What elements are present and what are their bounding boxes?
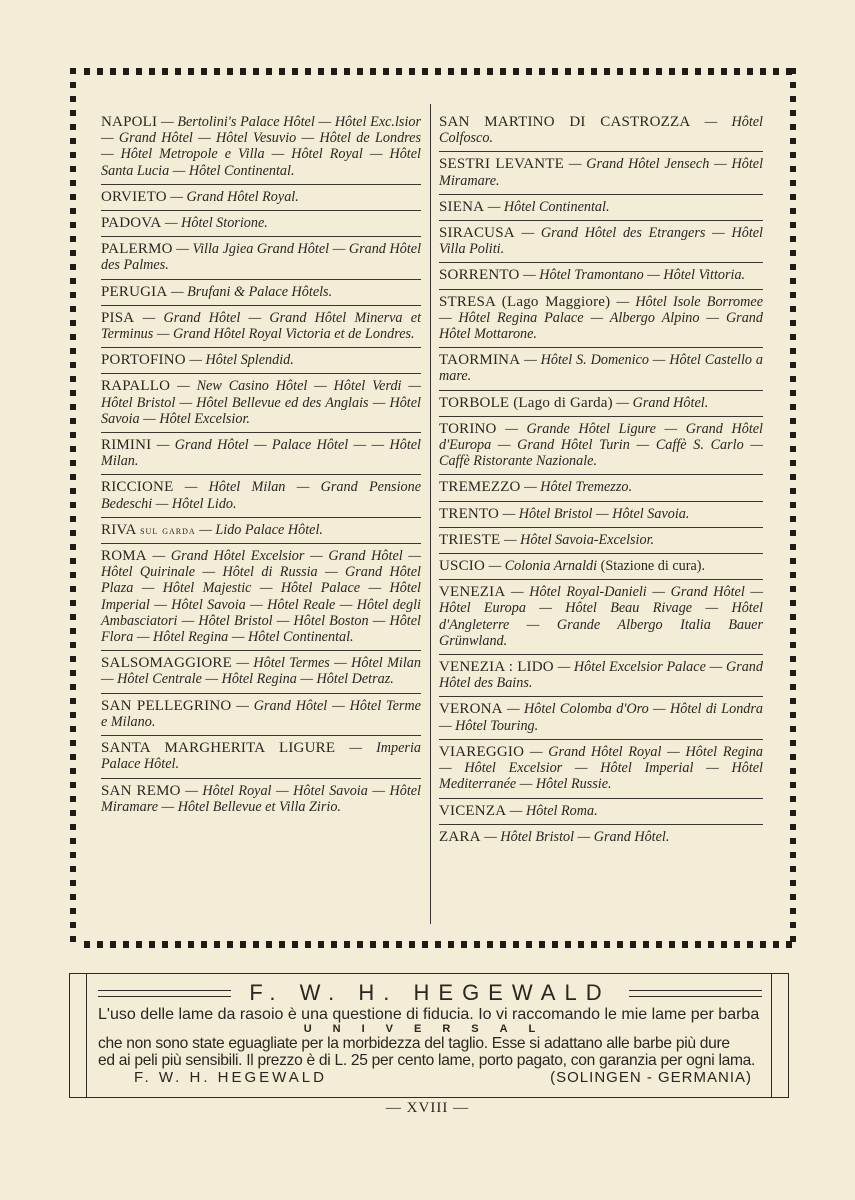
city-name: SANTA MARGHERITA LIGURE	[101, 740, 336, 757]
city-name: SIENA	[439, 198, 485, 215]
city-name: USCIO	[439, 558, 486, 575]
hotel-entry	[101, 237, 421, 279]
city-name: VENEZIA : LIDO	[439, 659, 554, 676]
hotel-names: — Hôtel Savoia-Excelsior.	[503, 531, 655, 548]
hotel-entry	[439, 195, 763, 221]
city-name: TREMEZZO	[439, 479, 521, 496]
hotel-names: — Hôtel Colfosco.	[439, 114, 763, 147]
hotel-names: — Grande Hôtel Ligure — Grand Hôtel d'Europa — Grand Hôtel Turin — Caffè S. Carlo — Caffè Ristorante Nazionale.	[439, 420, 763, 470]
city-name: TORINO	[439, 420, 497, 437]
hotel-entry	[439, 110, 763, 152]
hotel-names: — Grand Hôtel Excelsior — Grand Hôtel — Hôtel Quirinale — Hôtel di Russia — Grand Hôtel Plaza — Hôtel Majestic — Hôtel Palace — Hôtel Imperial — Hôtel Savoia — Hôtel Reale — Hôtel degli Ambasciatori — Hôtel Bristol — Hôtel Boston — Hôtel Flora — Hôtel Regina — Hôtel Continental.	[101, 548, 421, 646]
hotel-names: — Brufani & Palace Hôtels.	[170, 283, 333, 300]
hotel-names: — Hôtel Excelsior Palace — Grand Hôtel des Bains.	[439, 659, 763, 692]
hotel-entry	[439, 152, 763, 194]
hotel-entry	[101, 110, 421, 185]
city-name: TRIESTE	[439, 531, 501, 548]
city-name: RICCIONE	[101, 479, 174, 496]
hotel-names: — Grand Hôtel Royal.	[170, 188, 299, 205]
city-name: VIAREGGIO	[439, 743, 525, 760]
hotel-entry	[101, 544, 421, 651]
hotel-entry	[439, 348, 763, 390]
hotel-entry	[101, 185, 421, 211]
entry-note: (Stazione di cura).	[600, 558, 706, 575]
ad-signature: F. W. H. HEGEWALD	[134, 1069, 327, 1086]
hotel-entry	[101, 779, 421, 820]
hotel-entry	[439, 417, 763, 476]
city-name: ROMA	[101, 548, 147, 565]
hotel-entry	[439, 502, 763, 528]
city-name: PADOVA	[101, 215, 162, 232]
hotel-names: — Hôtel Termes — Hôtel Milan — Hôtel Centrale — Hôtel Regina — Hôtel Detraz.	[101, 655, 421, 688]
hotel-names: — Hôtel Royal-Danieli — Grand Hôtel — Hôtel Europa — Hôtel Beau Rivage — Hôtel d'Angleterre — Grande Albergo Italia Bauer Grünwland.	[439, 584, 764, 649]
hotel-names: — Grand Hôtel Jensech — Hôtel Miramare.	[439, 156, 764, 189]
city-name: NAPOLI	[101, 114, 158, 130]
hotel-entry	[101, 211, 421, 237]
hotel-names: — Hôtel Tramontano — Hôtel Vittoria.	[523, 267, 746, 284]
ad-title-rule-right	[629, 990, 762, 997]
border-top	[84, 68, 792, 75]
ad-location: (SOLINGEN - GERMANIA)	[550, 1069, 752, 1086]
hotel-names: — Villa Jgiea Grand Hôtel — Grand Hôtel des Palmes.	[101, 241, 422, 274]
ad-title: F. W. H. HEGEWALD	[249, 980, 611, 1005]
city-name: PISA	[101, 309, 135, 326]
hotel-names: — Hôtel Isole Borromee — Hôtel Regina Palace — Albergo Alpino — Grand Hôtel Mottarone.	[439, 293, 763, 343]
city-name: VENEZIA	[439, 584, 506, 601]
hotel-entry	[101, 694, 421, 736]
hotel-entry	[439, 391, 763, 417]
city-name: SAN REMO	[101, 782, 181, 799]
hotel-entry	[439, 263, 763, 289]
hotel-entry	[101, 651, 421, 693]
hotel-names: — Grand Hôtel — Grand Hôtel Minerva et Terminus — Grand Hôtel Royal Victoria et de Londres.	[101, 309, 422, 343]
hotel-names: — Grand Hôtel.	[616, 394, 709, 411]
hotel-names: — Grand Hôtel des Etrangers — Hôtel Villa Politi.	[439, 225, 764, 258]
hotel-names: — Hôtel Continental.	[487, 198, 610, 215]
hotel-names: — Lido Palace Hôtel.	[199, 521, 323, 538]
hotel-names: — New Casino Hôtel — Hôtel Verdi — Hôtel Bristol — Hôtel Bellevue ed des Anglais — Hôtel Savoia — Hôtel Excelsior.	[101, 378, 421, 427]
hotel-names: — Hôtel Storione.	[164, 215, 268, 232]
ad-title-row	[98, 980, 762, 1006]
hotel-names: — Hôtel Splendid.	[189, 352, 294, 369]
hotel-names: — Bertolini's Palace Hôtel — Hôtel Exc.lsior — Grand Hôtel — Hôtel Vesuvio — Hôtel de Londres — Hôtel Metropole e Villa — Hôtel Royal — Hôtel Santa Lucia — Hôtel Continental.	[101, 114, 422, 179]
hotel-names: — Imperia Palace Hôtel.	[101, 740, 421, 773]
hotel-names: — Hôtel S. Domenico — Hôtel Castello a mare.	[439, 352, 764, 385]
city-name: RIMINI	[101, 437, 152, 454]
ad-text-line-2: che non sono state eguagliate per la morbidezza del taglio. Esse si adattano alle barbe più dure	[98, 1035, 730, 1052]
hotel-names: — Grand Hôtel — Hôtel Terme e Milano.	[101, 697, 421, 730]
hotel-names: — Hôtel Tremezzo.	[524, 479, 632, 496]
hotel-entry	[101, 518, 421, 544]
hotel-names: — Hôtel Roma.	[509, 802, 598, 819]
city-name: SIRACUSA	[439, 225, 515, 242]
city-name: TAORMINA	[439, 352, 521, 369]
hotel-entry	[439, 740, 763, 799]
hotel-entry	[439, 799, 763, 825]
hotel-entry	[439, 475, 763, 501]
city-name: ZARA	[439, 828, 481, 845]
hotel-names: — Hôtel Bristol — Hôtel Savoia.	[502, 505, 690, 522]
hotel-names: — Hôtel Bristol — Grand Hôtel.	[484, 828, 670, 845]
hotel-entry	[439, 655, 763, 697]
hotel-list-right	[439, 110, 763, 850]
hotel-entry	[439, 528, 763, 554]
hotel-list-left	[101, 110, 421, 820]
ad-text-line-3: ed ai peli più sensibili. Il prezzo è di L. 25 per cento lame, porto pagato, con garanzia per ogni lama.	[98, 1052, 756, 1069]
hotel-names: — Colonia Arnaldi	[488, 558, 598, 575]
city-name: SORRENTO	[439, 267, 520, 284]
city-name: STRESA (Lago Maggiore)	[439, 293, 611, 310]
city-name: SESTRI LEVANTE	[439, 156, 565, 173]
ad-brand-universal: UNIVERSAL	[303, 1023, 557, 1035]
city-name: PALERMO	[101, 241, 173, 258]
hotel-names: — Hôtel Milan — Grand Pensione Bedeschi — Hôtel Lido.	[101, 479, 421, 512]
hotel-entry	[101, 348, 421, 374]
hotel-entry	[439, 290, 763, 349]
column-divider	[430, 104, 431, 924]
border-bottom	[84, 941, 792, 948]
city-name: SAN MARTINO DI CASTROZZA	[439, 114, 691, 130]
city-name: TORBOLE (Lago di Garda)	[439, 394, 613, 411]
hotel-entry	[439, 580, 763, 655]
city-name: SAN PELLEGRINO	[101, 697, 232, 714]
ad-text-line-1: L'uso delle lame da rasoio è una questione di fiducia. Io vi raccomando le mie lame per barba	[98, 1006, 760, 1023]
hotel-entry	[101, 280, 421, 306]
hegewald-advertisement	[69, 973, 789, 1098]
city-name: TRENTO	[439, 505, 500, 522]
city-name: PERUGIA	[101, 283, 168, 300]
hotel-entry	[101, 475, 421, 517]
city-name: ORVIETO	[101, 188, 167, 205]
hotel-entry	[101, 306, 421, 348]
ad-signature-row	[98, 1069, 762, 1087]
hotel-names: — Hôtel Royal — Hôtel Savoia — Hôtel Miramare — Hôtel Bellevue et Villa Zirio.	[101, 782, 422, 815]
hotel-entry	[439, 697, 763, 739]
hotel-entry	[101, 374, 421, 433]
city-name: PORTOFINO	[101, 352, 186, 369]
border-right	[790, 68, 796, 948]
hotel-entry	[101, 433, 421, 475]
border-left	[70, 68, 76, 948]
ad-title-rule-left	[98, 990, 231, 997]
hotel-names: — Grand Hôtel — Palace Hôtel — — Hôtel Milan.	[101, 437, 421, 470]
page-number: — XVIII —	[385, 1100, 470, 1116]
city-name: RAPALLO	[101, 378, 171, 395]
hotel-names: — Grand Hôtel Royal — Hôtel Regina — Hôtel Excelsior — Hôtel Imperial — Hôtel Mediterranée — Hôtel Russie.	[439, 743, 764, 793]
city-subtitle: sul garda	[140, 522, 196, 537]
city-name: SALSOMAGGIORE	[101, 655, 232, 672]
hotel-entry	[439, 825, 763, 850]
city-name: VICENZA	[439, 802, 507, 819]
hotel-entry	[439, 221, 763, 263]
hotel-entry	[439, 554, 763, 580]
hotel-entry	[101, 736, 421, 778]
city-name: RIVA	[101, 521, 137, 538]
hotel-names: — Hôtel Colomba d'Oro — Hôtel di Londra — Hôtel Touring.	[439, 701, 763, 734]
city-name: VERONA	[439, 701, 503, 718]
